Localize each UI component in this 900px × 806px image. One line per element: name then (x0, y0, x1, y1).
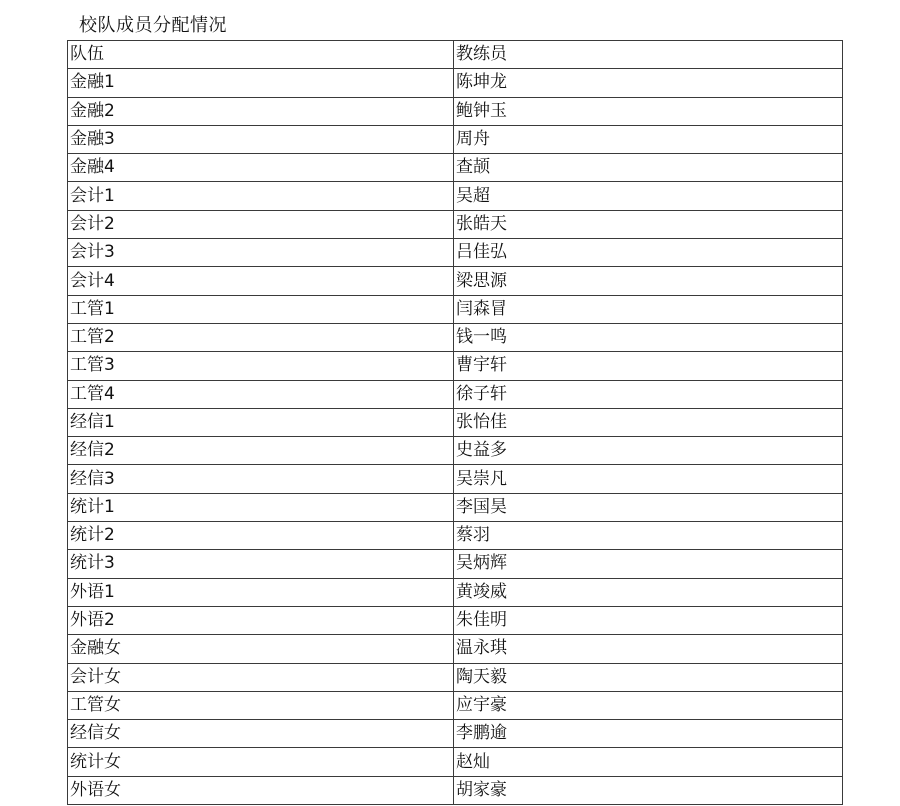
table-row (68, 578, 843, 606)
team-cell: 外语女 (68, 776, 454, 804)
team-cell: 会计4 (68, 267, 454, 295)
document-title: 校队成员分配情况 (79, 15, 227, 36)
coach-cell: 张怡佳 (454, 408, 843, 436)
coach-cell: 温永琪 (454, 635, 843, 663)
table-row (68, 691, 843, 719)
team-cell: 工管2 (68, 323, 454, 351)
coach-cell: 李国昊 (454, 493, 843, 521)
team-cell: 工管1 (68, 295, 454, 323)
team-cell: 外语2 (68, 606, 454, 634)
coach-cell: 蔡羽 (454, 522, 843, 550)
team-cell: 会计女 (68, 663, 454, 691)
table-row (68, 352, 843, 380)
table-row (68, 210, 843, 238)
header-coach: 教练员 (454, 41, 843, 69)
table-row (68, 606, 843, 634)
coach-cell: 梁思源 (454, 267, 843, 295)
table-body (68, 41, 843, 805)
team-cell: 统计女 (68, 748, 454, 776)
team-cell: 经信2 (68, 437, 454, 465)
table-row (68, 635, 843, 663)
table-header-row (68, 41, 843, 69)
coach-cell: 吴崇凡 (454, 465, 843, 493)
team-cell: 工管4 (68, 380, 454, 408)
team-cell: 工管3 (68, 352, 454, 380)
table-row (68, 550, 843, 578)
table-row (68, 125, 843, 153)
coach-cell: 李鹏逾 (454, 720, 843, 748)
table-row (68, 97, 843, 125)
team-cell: 金融3 (68, 125, 454, 153)
coach-cell: 钱一鸣 (454, 323, 843, 351)
table-row (68, 380, 843, 408)
table-row (68, 295, 843, 323)
table-row (68, 154, 843, 182)
coach-cell: 吴超 (454, 182, 843, 210)
table-row (68, 720, 843, 748)
team-cell: 经信女 (68, 720, 454, 748)
coach-cell: 曹宇轩 (454, 352, 843, 380)
table-row (68, 465, 843, 493)
team-cell: 统计1 (68, 493, 454, 521)
table-row (68, 408, 843, 436)
table-row (68, 239, 843, 267)
coach-cell: 吴炳辉 (454, 550, 843, 578)
coach-cell: 张皓天 (454, 210, 843, 238)
coach-cell: 查颉 (454, 154, 843, 182)
team-coach-table (67, 40, 843, 805)
header-team: 队伍 (68, 41, 454, 69)
coach-cell: 应宇豪 (454, 691, 843, 719)
table-row (68, 776, 843, 804)
coach-cell: 陈坤龙 (454, 69, 843, 97)
team-cell: 会计2 (68, 210, 454, 238)
team-cell: 经信3 (68, 465, 454, 493)
team-cell: 金融2 (68, 97, 454, 125)
table-row (68, 182, 843, 210)
coach-cell: 朱佳明 (454, 606, 843, 634)
coach-cell: 周舟 (454, 125, 843, 153)
team-cell: 外语1 (68, 578, 454, 606)
table-row (68, 663, 843, 691)
coach-cell: 徐子轩 (454, 380, 843, 408)
table-row (68, 69, 843, 97)
coach-cell: 鲍钟玉 (454, 97, 843, 125)
table-row (68, 437, 843, 465)
table-row (68, 748, 843, 776)
team-cell: 金融4 (68, 154, 454, 182)
team-cell: 工管女 (68, 691, 454, 719)
team-cell: 金融1 (68, 69, 454, 97)
coach-cell: 陶天毅 (454, 663, 843, 691)
coach-cell: 黄竣威 (454, 578, 843, 606)
team-cell: 统计2 (68, 522, 454, 550)
coach-cell: 吕佳弘 (454, 239, 843, 267)
table-row (68, 323, 843, 351)
team-cell: 会计1 (68, 182, 454, 210)
team-cell: 会计3 (68, 239, 454, 267)
coach-cell: 史益多 (454, 437, 843, 465)
coach-cell: 胡家豪 (454, 776, 843, 804)
table-row (68, 522, 843, 550)
table-row (68, 493, 843, 521)
team-cell: 统计3 (68, 550, 454, 578)
table-row (68, 267, 843, 295)
coach-cell: 闫森冒 (454, 295, 843, 323)
team-cell: 经信1 (68, 408, 454, 436)
coach-cell: 赵灿 (454, 748, 843, 776)
team-cell: 金融女 (68, 635, 454, 663)
